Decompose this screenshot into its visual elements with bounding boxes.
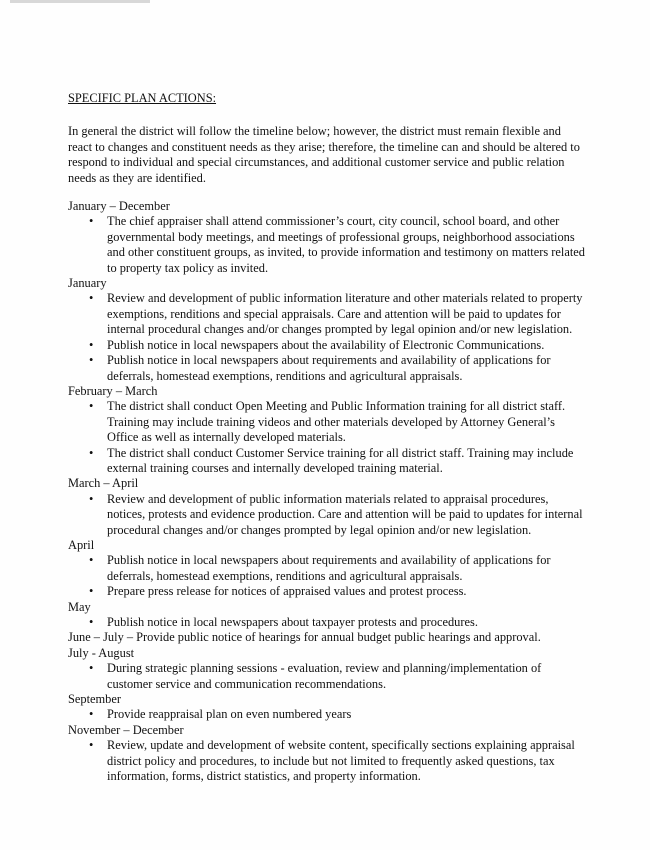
timeline-period-label: March – April [68,476,139,491]
timeline-period-label: September [68,692,121,707]
bullet-icon: • [89,661,94,676]
bullet-icon: • [89,738,94,753]
action-text: Review, update and development of website content, specifically sections explaining appraisal district policy and procedures, to include but not limited to frequently asked questions, tax information, forms, district statistics, and property information. [107,738,575,784]
action-list [68,615,588,630]
bullet-icon: • [89,707,94,722]
action-item [68,738,588,784]
action-item [68,291,588,337]
action-text: The district shall conduct Open Meeting and Public Information training for all district staff. Training may include training videos and other materials developed by Attorney General’s Office as well as internally developed materials. [107,399,566,445]
bullet-icon: • [89,553,94,568]
action-text: The district shall conduct Customer Service training for all district staff. Training may include external training courses and internally developed training material. [107,445,574,475]
action-item [68,615,588,630]
action-text: Publish notice in local newspapers about requirements and availability of applications for deferrals, homestead exemptions, renditions and agricultural appraisals. [107,353,551,383]
bullet-icon: • [89,491,94,506]
action-item [68,338,588,353]
action-item [68,553,588,584]
section-heading: SPECIFIC PLAN ACTIONS: [68,91,217,105]
document-body [68,91,588,784]
action-list [68,553,588,599]
action-item [68,707,588,722]
action-item [68,446,588,477]
action-list [68,291,588,383]
action-item [68,584,588,599]
bullet-icon: • [89,584,94,599]
timeline-period-label: June – July – Provide public notice of hearings for annual budget public hearings and approval. [68,630,541,645]
action-list [68,214,588,276]
timeline-period-label: February – March [68,383,158,398]
action-text: Prepare press release for notices of appraised values and protest process. [107,584,467,599]
action-list [68,661,588,692]
action-list [68,399,588,476]
timeline-period-label: April [68,537,95,552]
action-text: Review and development of public information materials related to appraisal procedures, notices, protests and evidence production. Care and attention will be paid to updates for internal procedural changes and/or changes prompted by legal opinion and/or new legislation. [107,491,583,537]
bullet-icon: • [89,291,94,306]
bullet-icon: • [89,353,94,368]
timeline-period-label: January [68,276,107,291]
timeline [68,199,588,784]
bullet-icon: • [89,214,94,229]
action-list [68,738,588,784]
action-text: Provide reappraisal plan on even numbered years [107,707,352,722]
action-list [68,707,588,722]
timeline-period-label: January – December [68,199,170,214]
action-text: Review and development of public information literature and other materials related to property exemptions, renditions and special appraisals. Care and attention will be paid to updates for internal procedural changes and/or changes prompted by legal opinion and/or new legislation. [107,291,583,337]
intro-paragraph: In general the district will follow the timeline below; however, the district must remain flexible and react to changes and constituent needs as they arise; therefore, the timeline can and should be altered to respond to individual and special circumstances, and additional customer service and public relation needs as they are identified. [68,124,580,185]
timeline-period-label: November – December [68,722,184,737]
bullet-icon: • [89,337,94,352]
bullet-icon: • [89,399,94,414]
action-text: The chief appraiser shall attend commissioner’s court, city council, school board, and other governmental body meetings, and meetings of professional groups, neighborhood associations and other constituent groups, as invited, to provide information and testimony on matters related to property tax policy as invited. [107,214,585,275]
bullet-icon: • [89,445,94,460]
action-item [68,492,588,538]
action-item [68,214,588,276]
action-list [68,492,588,538]
action-text: Publish notice in local newspapers about the availability of Electronic Communications. [107,337,545,352]
bullet-icon: • [89,615,94,629]
action-item [68,661,588,692]
action-item [68,399,588,445]
action-text: During strategic planning sessions - evaluation, review and planning/implementation of customer service and communication recommendations. [107,661,542,691]
scan-artifact [10,0,150,3]
timeline-period-label: May [68,599,91,614]
action-text: Publish notice in local newspapers about requirements and availability of applications for deferrals, homestead exemptions, renditions and agricultural appraisals. [107,553,551,583]
timeline-period-label: July - August [68,645,135,660]
action-item [68,353,588,384]
action-text: Publish notice in local newspapers about taxpayer protests and procedures. [107,615,478,629]
